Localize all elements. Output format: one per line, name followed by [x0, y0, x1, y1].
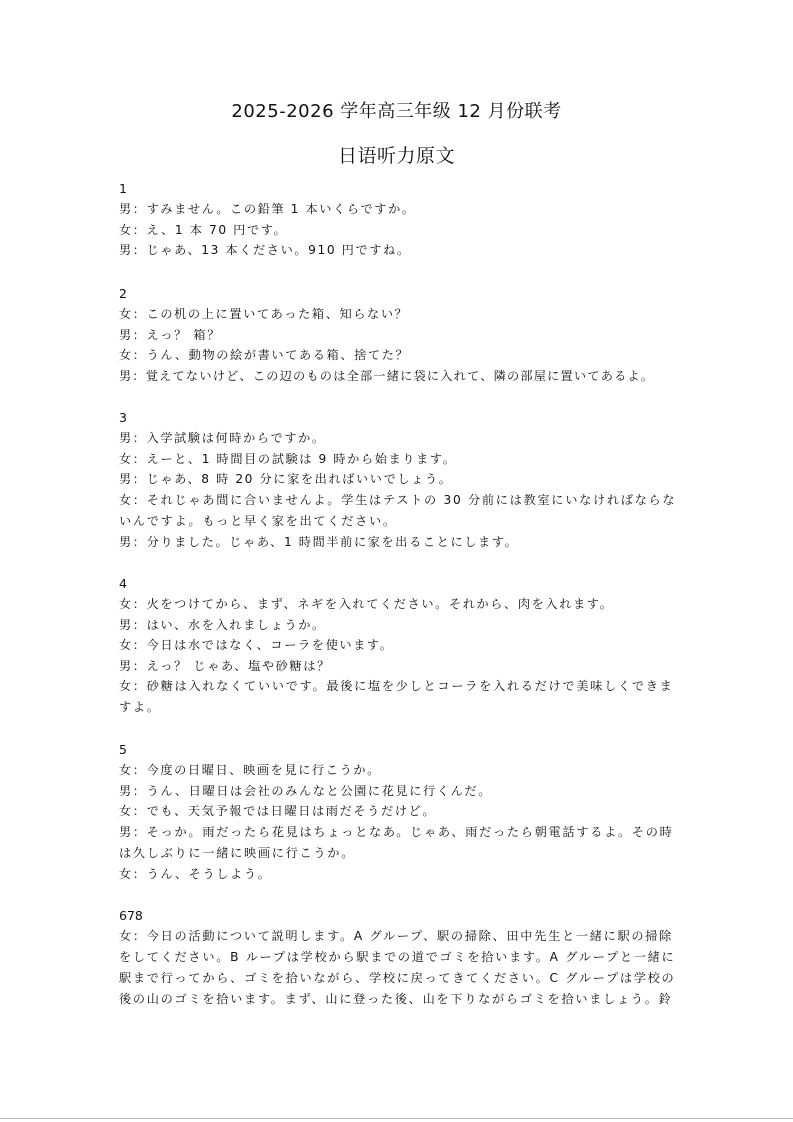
dialogue-line: 女：砂糖は入れなくていいです。最後に塩を少しとコーラを入れるだけで美味しくできますよ。: [119, 679, 674, 715]
section-number: 1: [119, 181, 127, 196]
document-title: 2025-2026 学年高三年级 12 月份联考: [231, 101, 562, 122]
dialogue-line: 女：この机の上に置いてあった箱、知らない？: [119, 307, 409, 321]
dialogue-line: 男：えっ？ 箱？: [119, 327, 221, 342]
dialogue-line: 女：それじゃあ間に合いませんよ。学生はテストの 30 分前には教室にいなければならないんですよ。もっと早く家を出てください。: [119, 492, 677, 528]
page-bottom-edge: [0, 1118, 793, 1119]
dialogue-line: 女：えーと、1 時間目の試験は 9 時から始まります。: [119, 451, 457, 466]
dialogue-line: 女：火をつけてから、まず、ネギを入れてください。それから、肉を入れます。: [119, 597, 614, 611]
dialogue-line: 男：入学試験は何時からですか。: [119, 431, 326, 445]
dialogue-line: 女：今日の活動について説明します。A グループ、駅の掃除、田中先生と一緒に駅の掃除をしてください。B ループは学校から駅までの道でゴミを拾います。A グループと一緒に駅まで行ってから、ゴミを拾いながら、学校に戻ってきてください。C グループは学校の後の山のゴミを拾います。まず、山に登った後、山を下りながらゴミを拾いましょう。鈴: [119, 929, 676, 1006]
dialogue-line: 男：えっ？ じゃあ、塩や砂糖は？: [119, 658, 331, 673]
dialogue-line: 女：今日は水ではなく、コーラを使います。: [119, 638, 394, 653]
dialogue-line: 女：え、1 本 70 円です。: [119, 222, 288, 237]
section-number: 3: [119, 410, 127, 425]
dialogue-line: 男：じゃあ、13 本ください。910 円ですね。: [119, 243, 411, 258]
dialogue-line: 女：うん、動物の絵が書いてある箱、捨てた？: [119, 348, 410, 363]
dialogue-section-4: [119, 574, 679, 718]
dialogue-line: 男：はい、水を入れましょうか。: [119, 617, 326, 632]
dialogue-line: 男：うん、日曜日は会社のみんなと公園に花見に行くんだ。: [119, 783, 492, 798]
dialogue-section-3: [119, 408, 679, 552]
section-number: 4: [119, 576, 127, 591]
dialogue-section-1: [119, 179, 679, 261]
dialogue-line: 女：今度の日曜日、映画を見に行こうか。: [119, 763, 381, 777]
section-number: 678: [119, 908, 143, 923]
section-number: 5: [119, 742, 127, 757]
dialogue-line: 男：覚えてないけど、この辺のものは全部一緒に袋に入れて、隣の部屋に置いてあるよ。: [119, 368, 655, 383]
dialogue-line: 男：じゃあ、8 時 20 分に家を出ればいいでしょう。: [119, 472, 453, 487]
dialogue-line: 女：うん、そうしよう。: [119, 866, 272, 881]
section-number: 2: [119, 286, 127, 301]
dialogue-section-5: [119, 740, 679, 884]
dialogue-line: 男：そっか。雨だったら花見はちょっとなあ。じゃあ、雨だったら朝電話するよ。その時は久しぶりに一緒に映画に行こうか。: [119, 824, 674, 860]
dialogue-line: 男：分りました。じゃあ、1 時間半前に家を出ることにします。: [119, 534, 519, 549]
dialogue-line: 女：でも、天気予報では日曜日は雨だそうだけど。: [119, 804, 437, 819]
document-subtitle: 日语听力原文: [337, 145, 455, 167]
dialogue-line: 男：すみません。この鉛筆 1 本いくらですか。: [119, 202, 416, 216]
dialogue-section-678: [119, 906, 679, 1010]
dialogue-section-2: [119, 284, 679, 386]
